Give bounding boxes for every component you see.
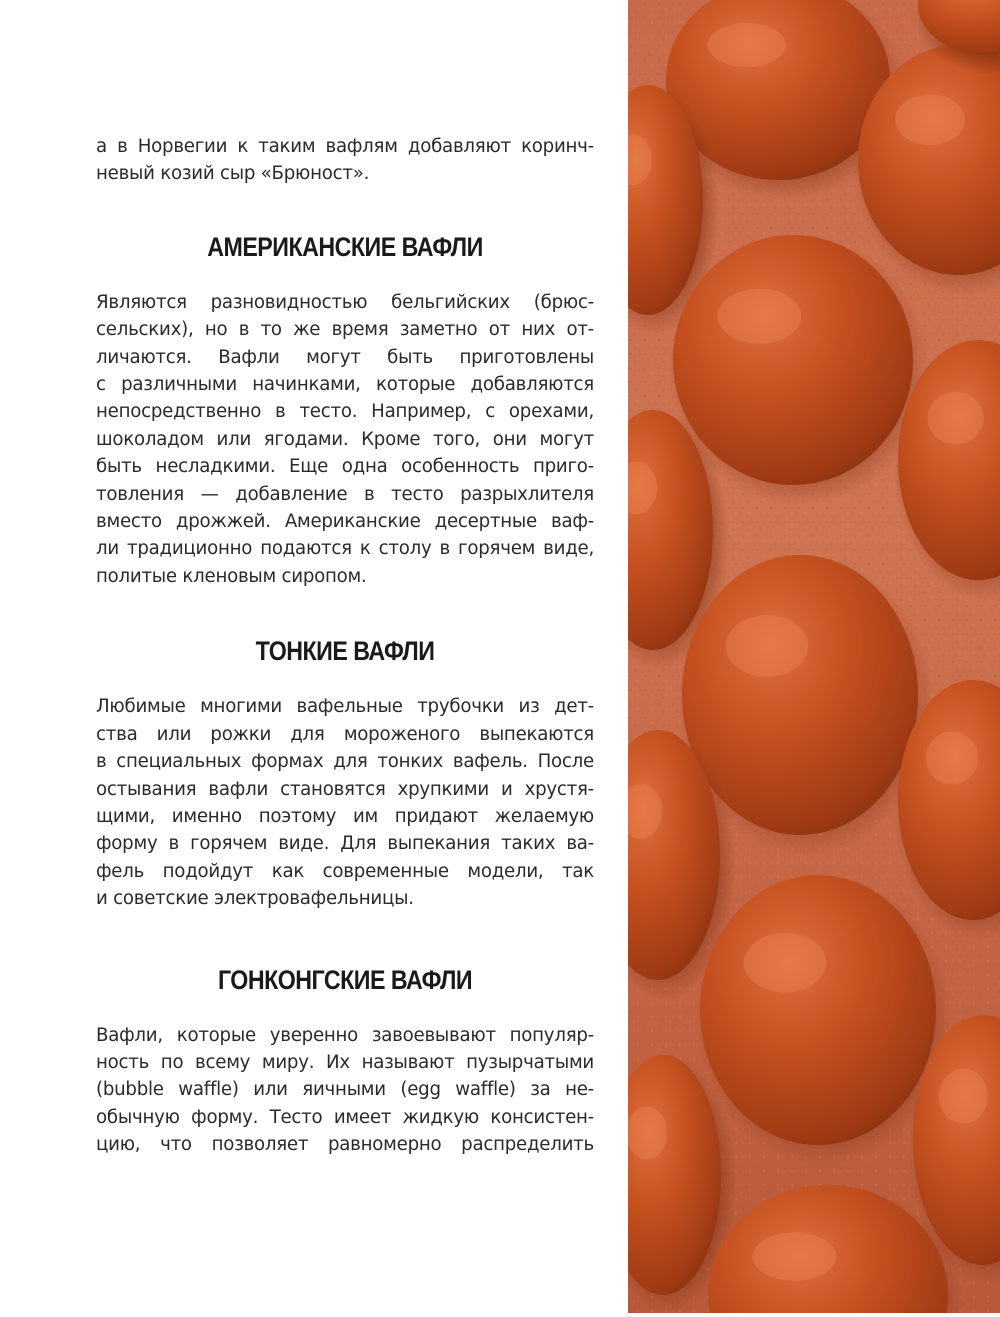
text-line: (bubble waffle) или яичными (egg waffle) за не-: [96, 1079, 594, 1101]
bubble-highlight: [726, 615, 809, 677]
paragraph-hong-kong-waffles: [96, 1022, 594, 1159]
heading-hong-kong-waffles: ГОНКОНГСКИЕ ВАФЛИ: [217, 964, 473, 995]
text-line: с различными начинками, которые добавляются: [96, 374, 594, 396]
text-line: непосредственно в тесто. Например, с орехами,: [96, 401, 594, 423]
text-line: остывания вафли становятся хрупкими и хрустя-: [96, 778, 594, 800]
text-line: ность по всему миру. Их называют пузырчатыми: [96, 1051, 594, 1073]
text-line: шоколадом или ягодами. Кроме того, они могут: [96, 428, 594, 450]
bubble-highlight: [939, 1069, 988, 1124]
text-line: сельских), но в то же время заметно от них от-: [96, 319, 594, 341]
text-line: невый козий сыр «Брюност».: [96, 163, 370, 185]
text-line: быть несладкими. Еще одна особенность приго-: [96, 456, 594, 478]
text-line: политые кленовым сиропом.: [96, 565, 367, 587]
text-line: ства или рожки для мороженого выпекаются: [96, 723, 594, 745]
bubble-highlight: [628, 1107, 667, 1160]
text-line: в специальных формах для тонких вафель. После: [96, 751, 594, 773]
bubble-highlight: [926, 732, 979, 785]
paragraph-american-waffles: [96, 289, 594, 590]
bubble-highlight: [717, 289, 801, 344]
bubble-highlight: [707, 23, 785, 67]
bubble-highlight: [895, 94, 965, 145]
text-line: ли традиционно подаются к столу в горячем виде,: [96, 538, 594, 560]
text-column: [96, 133, 594, 1159]
text-line: и советские электровафельницы.: [96, 888, 414, 910]
text-line: фель подойдут как современные модели, так: [96, 860, 594, 882]
bubble-highlight: [928, 392, 984, 445]
text-line: Являются разновидностью бельгийских (брюс-: [96, 291, 594, 313]
bubble-highlight: [744, 933, 827, 992]
text-line: цию, что позволяет равномерно распределить: [96, 1134, 594, 1156]
text-line: а в Норвегии к таким вафлям добавляют коринч-: [96, 136, 594, 157]
bubble-waffle-photo: [628, 0, 1000, 1313]
waffle-bubble: [673, 235, 913, 485]
bubble-highlight: [752, 1232, 836, 1280]
paragraph-thin-waffles: [96, 693, 594, 912]
waffle-bubble: [700, 875, 936, 1145]
text-line: форму в горячем виде. Для выпекания таких ва-: [96, 833, 594, 855]
text-line: обычную форму. Тесто имеет жидкую консистен-: [96, 1106, 594, 1128]
intro-paragraph: [96, 133, 594, 188]
heading-american-waffles: АМЕРИКАНСКИЕ ВАФЛИ: [207, 231, 483, 262]
text-line: Любимые многими вафельные трубочки из дет-: [96, 696, 594, 718]
text-line: вместо дрожжей. Американские десертные ваф-: [96, 511, 594, 533]
bubble-waffle-illustration: [628, 0, 1000, 1313]
text-line: товления — добавление в тесто разрыхлителя: [96, 483, 594, 505]
text-line: личаются. Вафли могут быть приготовлены: [96, 346, 594, 368]
text-line: Вафли, которые уверенно завоевывают популяр-: [96, 1024, 594, 1046]
heading-thin-waffles: ТОНКИЕ ВАФЛИ: [255, 636, 435, 667]
text-line: щими, именно поэтому им придают желаемую: [96, 805, 594, 827]
